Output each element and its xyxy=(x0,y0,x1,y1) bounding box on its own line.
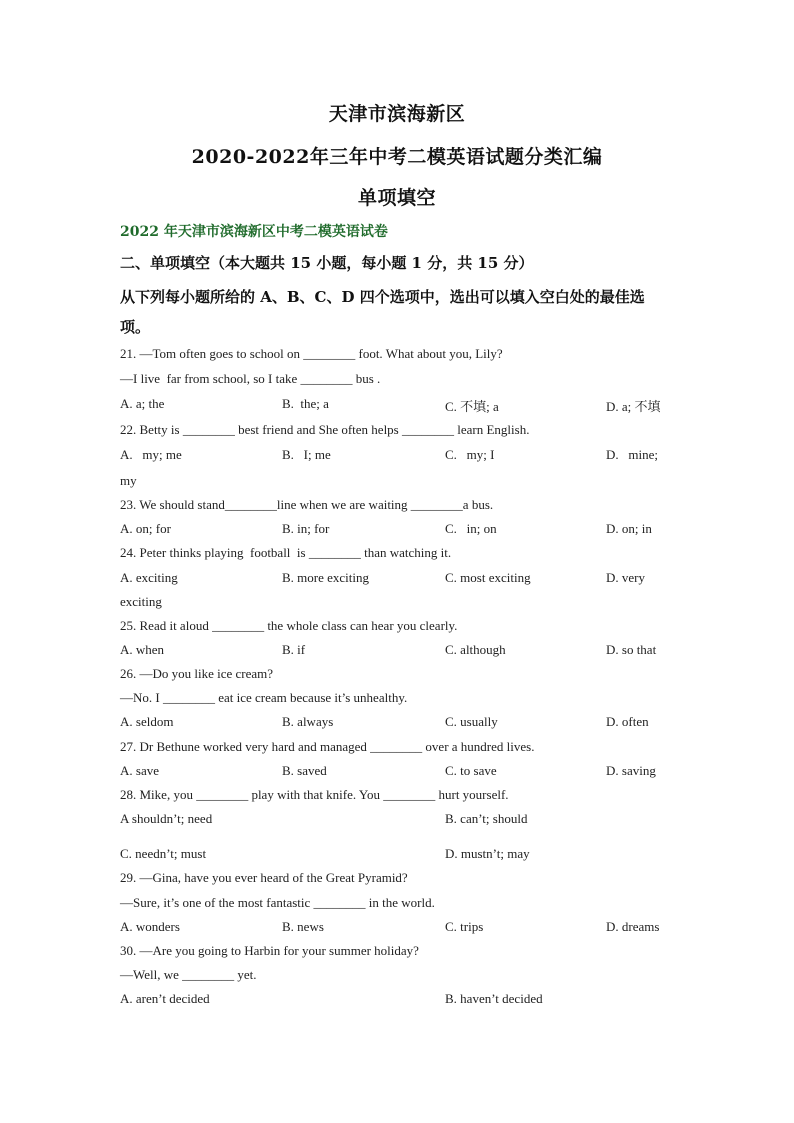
question-27-option-a: A. save xyxy=(120,763,159,778)
question-22-option-a: A. my; me xyxy=(120,447,182,462)
document-title-topic: 单项填空 xyxy=(357,187,436,209)
question-24-option-b: B. more exciting xyxy=(282,570,370,585)
question-23-option-a: A. on; for xyxy=(120,521,171,536)
question-28-stem: 28. Mike, you ________ play with that knife. You ________ hurt yourself. xyxy=(120,787,509,802)
question-22-option-d: D. mine; xyxy=(606,447,658,462)
question-27-option-c: C. to save xyxy=(445,763,497,778)
question-24-option-c: C. most exciting xyxy=(445,570,531,585)
question-21-option-d: D. a; 不填 xyxy=(606,399,661,414)
question-24-stem: 24. Peter thinks playing football is ________ than watching it. xyxy=(120,545,452,560)
question-25-option-a: A. when xyxy=(120,642,165,657)
question-22-stem: 22. Betty is ________ best friend and She often helps ________ learn English. xyxy=(120,422,530,437)
question-26-option-b: B. always xyxy=(282,714,334,729)
question-25-stem: 25. Read it aloud ________ the whole class can hear you clearly. xyxy=(120,618,458,633)
question-28-option-b: B. can’t; should xyxy=(445,811,528,826)
question-30-option-b: B. haven’t decided xyxy=(445,991,543,1006)
question-28-option-c: C. needn’t; must xyxy=(120,846,207,861)
question-26-option-c: C. usually xyxy=(445,714,498,729)
question-21-reply: —I live far from school, so I take ________ bus . xyxy=(120,371,381,386)
question-28-option-d: D. mustn’t; may xyxy=(445,846,530,861)
question-27-option-b: B. saved xyxy=(282,763,327,778)
section-instruction-line2: 项。 xyxy=(120,318,151,336)
question-22-option-c: C. my; I xyxy=(445,447,495,462)
question-23-option-d: D. on; in xyxy=(606,521,652,536)
section-instruction-line1: 从下列每小题所给的 A、B、C、D 四个选项中，选出可以填入空白处的最佳选 xyxy=(120,288,645,306)
question-23-stem: 23. We should stand________line when we are waiting ________a bus. xyxy=(120,497,494,512)
question-21-stem: 21. —Tom often goes to school on ________ foot. What about you, Lily? xyxy=(120,346,503,361)
question-29-option-c: C. trips xyxy=(445,919,484,934)
question-24-option-d-wrap: exciting xyxy=(120,594,162,609)
question-29-option-d: D. dreams xyxy=(606,919,660,934)
question-22-option-d-wrap: my xyxy=(120,473,137,488)
question-26-option-a: A. seldom xyxy=(120,714,174,729)
question-22-option-b: B. I; me xyxy=(282,447,331,462)
question-25-option-c: C. although xyxy=(445,642,506,657)
question-29-option-a: A. wonders xyxy=(120,919,180,934)
exam-title: 2022 年天津市滨海新区中考二模英语试卷 xyxy=(120,224,388,240)
question-21-option-c: C. 不填; a xyxy=(445,399,499,414)
question-30-reply: —Well, we ________ yet. xyxy=(120,967,257,982)
question-21-option-b: B. the; a xyxy=(282,396,329,411)
question-25-option-d: D. so that xyxy=(606,642,657,657)
question-26-stem: 26. —Do you like ice cream? xyxy=(120,666,274,681)
document-title-region: 天津市滨海新区 xyxy=(328,103,466,125)
question-24-option-a: A. exciting xyxy=(120,570,178,585)
question-27-stem: 27. Dr Bethune worked very hard and managed ________ over a hundred lives. xyxy=(120,739,535,754)
section-heading: 二、单项填空（本大题共 15 小题，每小题 1 分，共 15 分） xyxy=(120,254,534,272)
question-21-option-a: A. a; the xyxy=(120,396,165,411)
question-26-reply: —No. I ________ eat ice cream because it’s unhealthy. xyxy=(120,690,408,705)
question-29-reply: —Sure, it’s one of the most fantastic ________ in the world. xyxy=(120,895,435,910)
question-30-option-a: A. aren’t decided xyxy=(120,991,210,1006)
question-23-option-b: B. in; for xyxy=(282,521,330,536)
question-26-option-d: D. often xyxy=(606,714,649,729)
question-29-option-b: B. news xyxy=(282,919,324,934)
question-24-option-d: D. very xyxy=(606,570,645,585)
question-23-option-c: C. in; on xyxy=(445,521,497,536)
question-29-stem: 29. —Gina, have you ever heard of the Great Pyramid? xyxy=(120,870,408,885)
question-27-option-d: D. saving xyxy=(606,763,656,778)
question-30-stem: 30. —Are you going to Harbin for your summer holiday? xyxy=(120,943,419,958)
question-25-option-b: B. if xyxy=(282,642,306,657)
question-28-option-a: A shouldn’t; need xyxy=(120,811,213,826)
document-title-subject: 2020-2022年三年中考二模英语试题分类汇编 xyxy=(191,146,603,168)
